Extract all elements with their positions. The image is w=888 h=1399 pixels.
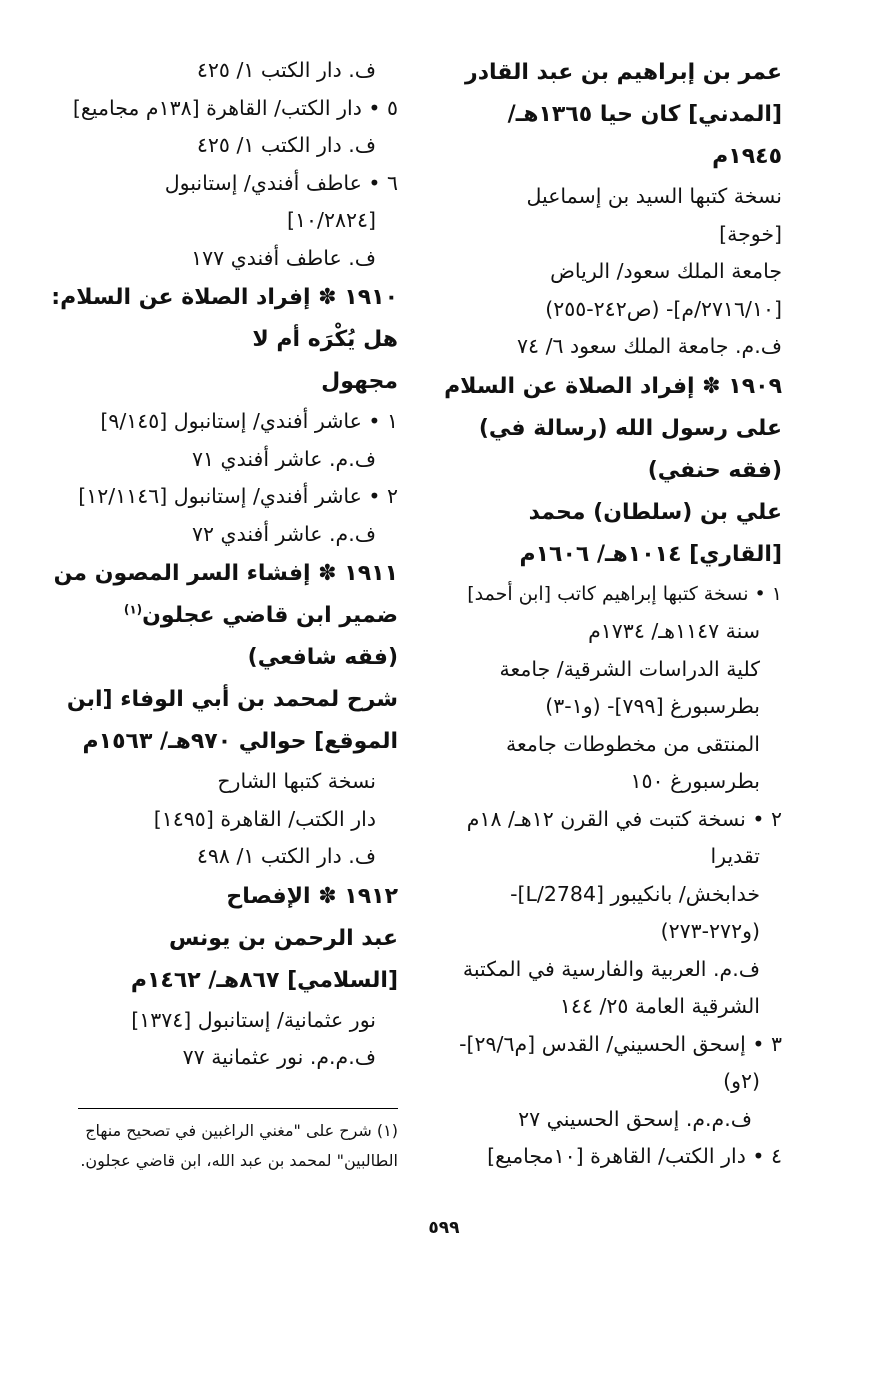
- left-column-line: [78, 52, 398, 90]
- left-column-line: [78, 595, 398, 637]
- left-column-line: [78, 763, 398, 801]
- right-column-line: [402, 688, 782, 726]
- line-text: جامعة الملك سعود/ الرياض: [550, 259, 782, 283]
- right-column-line: [402, 178, 782, 216]
- line-text: شرح لمحمد بن أبي الوفاء [ابن: [66, 687, 398, 712]
- right-column-line: [402, 366, 782, 408]
- line-text: ضمير ابن قاضي عجلون: [142, 603, 398, 628]
- left-column-line: [53, 553, 398, 595]
- left-column-line: [72, 90, 398, 128]
- line-text: ١ • عاشر أفندي/ إستانبول [٩/١٤٥]: [100, 409, 398, 433]
- line-text: [خوجة]: [719, 221, 782, 246]
- left-column-line: [78, 165, 398, 203]
- line-text: نسخة كتبها السيد بن إسماعيل: [526, 184, 782, 208]
- left-column-line: [78, 127, 398, 165]
- line-text: الموقع] حوالي ٩٧٠هـ/ ١٥٦٣م: [82, 729, 398, 754]
- line-text: (فقه شافعي): [247, 645, 398, 670]
- right-column-line: [402, 94, 782, 136]
- left-column-line: [78, 478, 398, 516]
- right-column-line: [402, 913, 782, 951]
- line-text: (و٢٧٢-٢٧٣): [660, 919, 760, 943]
- line-text: ٣ • إسحق الحسيني/ القدس [م٢٩/٦]-: [459, 1031, 782, 1056]
- line-text: ١ • نسخة كتبها إبراهيم كاتب [ابن أحمد]: [467, 582, 782, 605]
- right-column-line: [402, 1101, 782, 1139]
- line-text: ٢ • نسخة كتبت في القرن ١٢هـ/ ١٨م: [466, 806, 782, 831]
- line-text: نسخة كتبها الشارح: [217, 769, 376, 793]
- right-column-line: [402, 291, 782, 329]
- line-text: ف.م.م. نور عثمانية ٧٧: [182, 1045, 376, 1069]
- right-column-line: [402, 136, 782, 178]
- line-text: ف.م. عاشر أفندي ٧١: [191, 446, 376, 471]
- line-text: ٢ • عاشر أفندي/ إستانبول [١٢/١١٤٦]: [78, 484, 398, 508]
- line-text: ٤ • دار الكتب/ القاهرة [١٠مجاميع]: [487, 1144, 782, 1168]
- left-column-line: [78, 319, 398, 361]
- right-column-line: [402, 408, 782, 450]
- line-text: بطرسبورغ ١٥٠: [630, 769, 760, 793]
- right-column: [402, 52, 782, 1176]
- line-text: ف.م.م. إسحق الحسيني ٢٧: [518, 1106, 752, 1131]
- right-column-line: [402, 492, 782, 534]
- line-text: الشرقية العامة ٢٥/ ١٤٤: [559, 994, 760, 1018]
- left-column-line: [78, 721, 398, 763]
- line-text: ف. دار الكتب ١/ ٤٢٥: [196, 133, 376, 157]
- right-column-line: [402, 1063, 782, 1101]
- left-column-line: [78, 918, 398, 960]
- line-text: ١٩٤٥م: [712, 144, 782, 169]
- footnote-line-1: (١) شرح على "مغني الراغبين في تصحيح منهاج: [85, 1121, 398, 1140]
- right-column-line: [402, 1138, 782, 1176]
- line-text: [١٠/٢٨٢٤]: [287, 208, 376, 232]
- left-column-line: [78, 516, 398, 554]
- line-text: [٢٧١٦/١٠/م]- (ص٢٤٢-٢٥٥): [545, 296, 782, 321]
- line-text: ف.م. العربية والفارسية في المكتبة: [462, 956, 760, 981]
- line-text: نور عثمانية/ إستانبول [١٣٧٤]: [131, 1007, 376, 1032]
- left-column-line: [78, 637, 398, 679]
- left-column-line: [78, 1039, 398, 1077]
- line-text: خدابخش/ بانكيبور [2784/L]-: [510, 881, 760, 906]
- left-column: [51, 52, 398, 1077]
- left-column-line: [51, 277, 398, 319]
- line-text: على رسول الله (رسالة في): [478, 415, 782, 441]
- line-text: علي بن (سلطان) محمد: [528, 499, 782, 525]
- right-column-line: [402, 838, 782, 876]
- left-column-line: [78, 876, 398, 918]
- line-text: ١٩٠٩ ✽ إفراد الصلاة عن السلام: [444, 373, 782, 399]
- right-column-line: [402, 876, 782, 914]
- right-column-line: [402, 801, 782, 839]
- line-text: كلية الدراسات الشرقية/ جامعة: [499, 656, 760, 681]
- line-text: عبد الرحمن بن يونس: [168, 925, 398, 951]
- right-column-line: [402, 328, 782, 366]
- line-text: بطرسبورغ [٧٩٩]- (و١-٣): [545, 694, 760, 718]
- footnote-separator: [78, 1108, 398, 1109]
- right-column-line: [402, 1026, 782, 1064]
- left-column-line: [78, 361, 398, 403]
- line-text: ١٩١٠ ✽ إفراد الصلاة عن السلام:: [51, 285, 398, 310]
- right-column-line: [402, 951, 782, 989]
- right-column-line: [402, 726, 782, 764]
- line-text: سنة ١١٤٧هـ/ ١٧٣٤م: [588, 619, 760, 643]
- right-column-line: [402, 52, 782, 94]
- right-column-line: [402, 576, 782, 614]
- footnote: [53, 1116, 398, 1176]
- line-text: ف. عاطف أفندي ١٧٧: [191, 245, 376, 270]
- left-column-line: [78, 403, 398, 441]
- line-text: [القاري] ١٠١٤هـ/ ١٦٠٦م: [519, 541, 782, 567]
- line-text: ٥ • دار الكتب/ القاهرة [١٣٨م مجاميع]: [72, 95, 398, 120]
- line-text: (٢و): [723, 1069, 760, 1093]
- line-text: المنتقى من مخطوطات جامعة: [505, 731, 760, 756]
- right-column-line: [402, 763, 782, 801]
- left-column-line: [78, 202, 398, 240]
- line-text: ف.م. عاشر أفندي ٧٢: [191, 521, 376, 546]
- line-text: (فقه حنفي): [647, 457, 782, 483]
- page-number: ٥٩٩: [428, 1218, 460, 1238]
- line-text: مجهول: [321, 369, 398, 394]
- line-text: عمر بن إبراهيم بن عبد القادر: [465, 60, 782, 85]
- footnote-line-2: الطالبين" لمحمد بن عبد الله، ابن قاضي عجلون.: [80, 1151, 398, 1170]
- left-column-line: [78, 801, 398, 839]
- line-text: هل يُكْرَه أم لا: [252, 327, 398, 352]
- right-column-line: [402, 613, 782, 651]
- left-column-line: [78, 838, 398, 876]
- right-column-line: [402, 216, 782, 254]
- right-column-line: [402, 253, 782, 291]
- line-text: ٦ • عاطف أفندي/ إستانبول: [164, 170, 398, 195]
- line-text: دار الكتب/ القاهرة [١٤٩٥]: [153, 806, 376, 831]
- line-text: [السلامي] ٨٦٧هـ/ ١٤٦٢م: [130, 967, 398, 993]
- right-column-line: [402, 651, 782, 689]
- line-text: ف. دار الكتب ١/ ٤٢٥: [196, 58, 376, 82]
- left-column-line: [78, 441, 398, 479]
- left-column-line: [78, 240, 398, 278]
- right-column-line: [402, 450, 782, 492]
- line-text: ف.م. جامعة الملك سعود ٦/ ٧٤: [517, 334, 782, 358]
- left-column-line: [66, 679, 398, 721]
- line-text: ١٩١١ ✽ إفشاء السر المصون من: [53, 561, 398, 586]
- line-text: [المدني] كان حيا ١٣٦٥هـ/: [507, 102, 782, 127]
- line-text: ١٩١٢ ✽ الإفصاح: [226, 883, 398, 909]
- right-column-line: [402, 988, 782, 1026]
- left-column-line: [78, 960, 398, 1002]
- left-column-line: [78, 1002, 398, 1040]
- right-column-line: [402, 534, 782, 576]
- line-text: ف. دار الكتب ١/ ٤٩٨: [196, 844, 376, 868]
- footnote-marker: (١): [123, 602, 143, 617]
- line-text: تقديرا: [710, 844, 760, 868]
